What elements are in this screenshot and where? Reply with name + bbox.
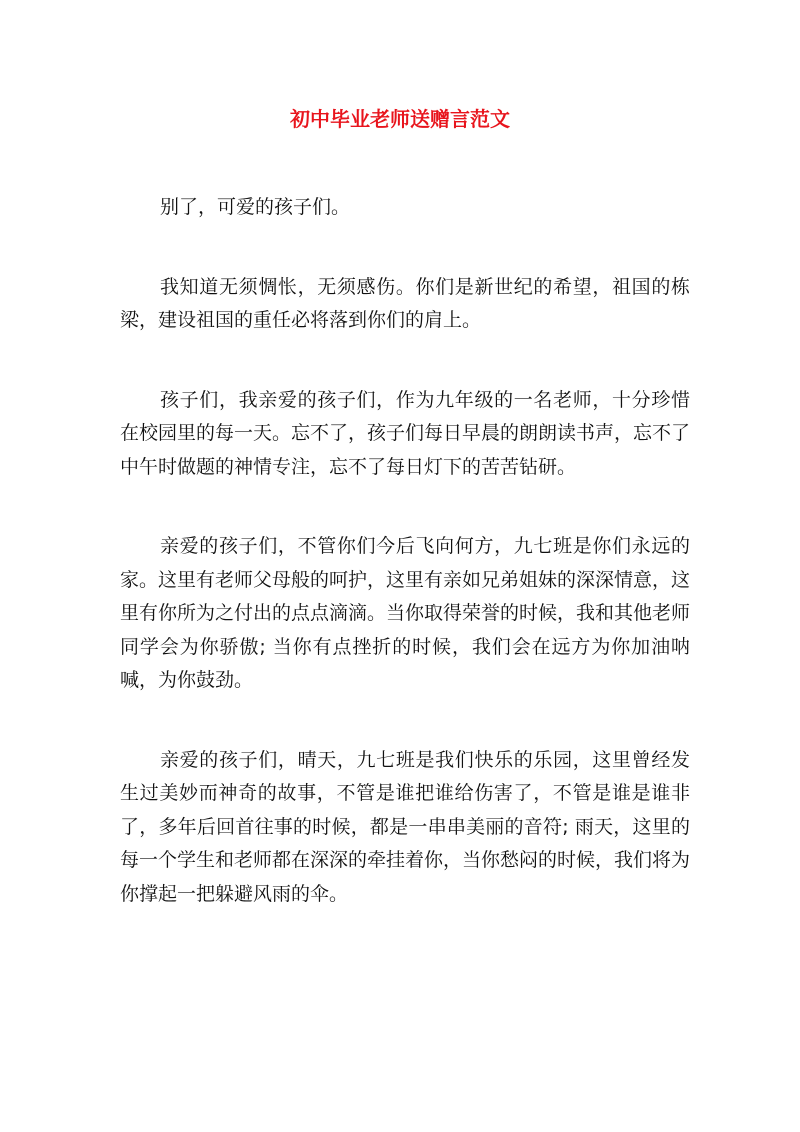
paragraph-5: 亲爱的孩子们，晴天，九七班是我们快乐的乐园，这里曾经发生过美妙而神奇的故事，不管是谁把谁给伤害了，不管是谁是谁非了，多年后回首往事的时候，都是一串串美丽的音符; 雨天，这里的每一个学生和老师都在深深的牵挂着你，当你愁闷的时候，我们将为你撑起一把躲避风雨的伞。	[120, 748, 691, 905]
paragraph-3: 孩子们，我亲爱的孩子们，作为九年级的一名老师，十分珍惜在校园里的每一天。忘不了，孩子们每日早晨的朗朗读书声，忘不了中午时做题的神情专注，忘不了每日灯下的苦苦钻研。	[120, 388, 691, 478]
paragraph-4: 亲爱的孩子们，不管你们今后飞向何方，九七班是你们永远的家。这里有老师父母般的呵护，这里有亲如兄弟姐妹的深深情意，这里有你所为之付出的点点滴滴。当你取得荣誉的时候，我和其他老师同学会为你骄傲; 当你有点挫折的时候，我们会在远方为你加油呐喊，为你鼓劲。	[120, 535, 691, 691]
paragraph-2: 我知道无须惆怅，无须感伤。你们是新世纪的希望，祖国的栋梁，建设祖国的重任必将落到你们的肩上。	[120, 275, 690, 331]
document-title: 初中毕业老师送赠言范文	[290, 107, 510, 131]
document-body	[120, 191, 690, 957]
paragraph-1: 别了，可爱的孩子们。	[160, 196, 351, 218]
